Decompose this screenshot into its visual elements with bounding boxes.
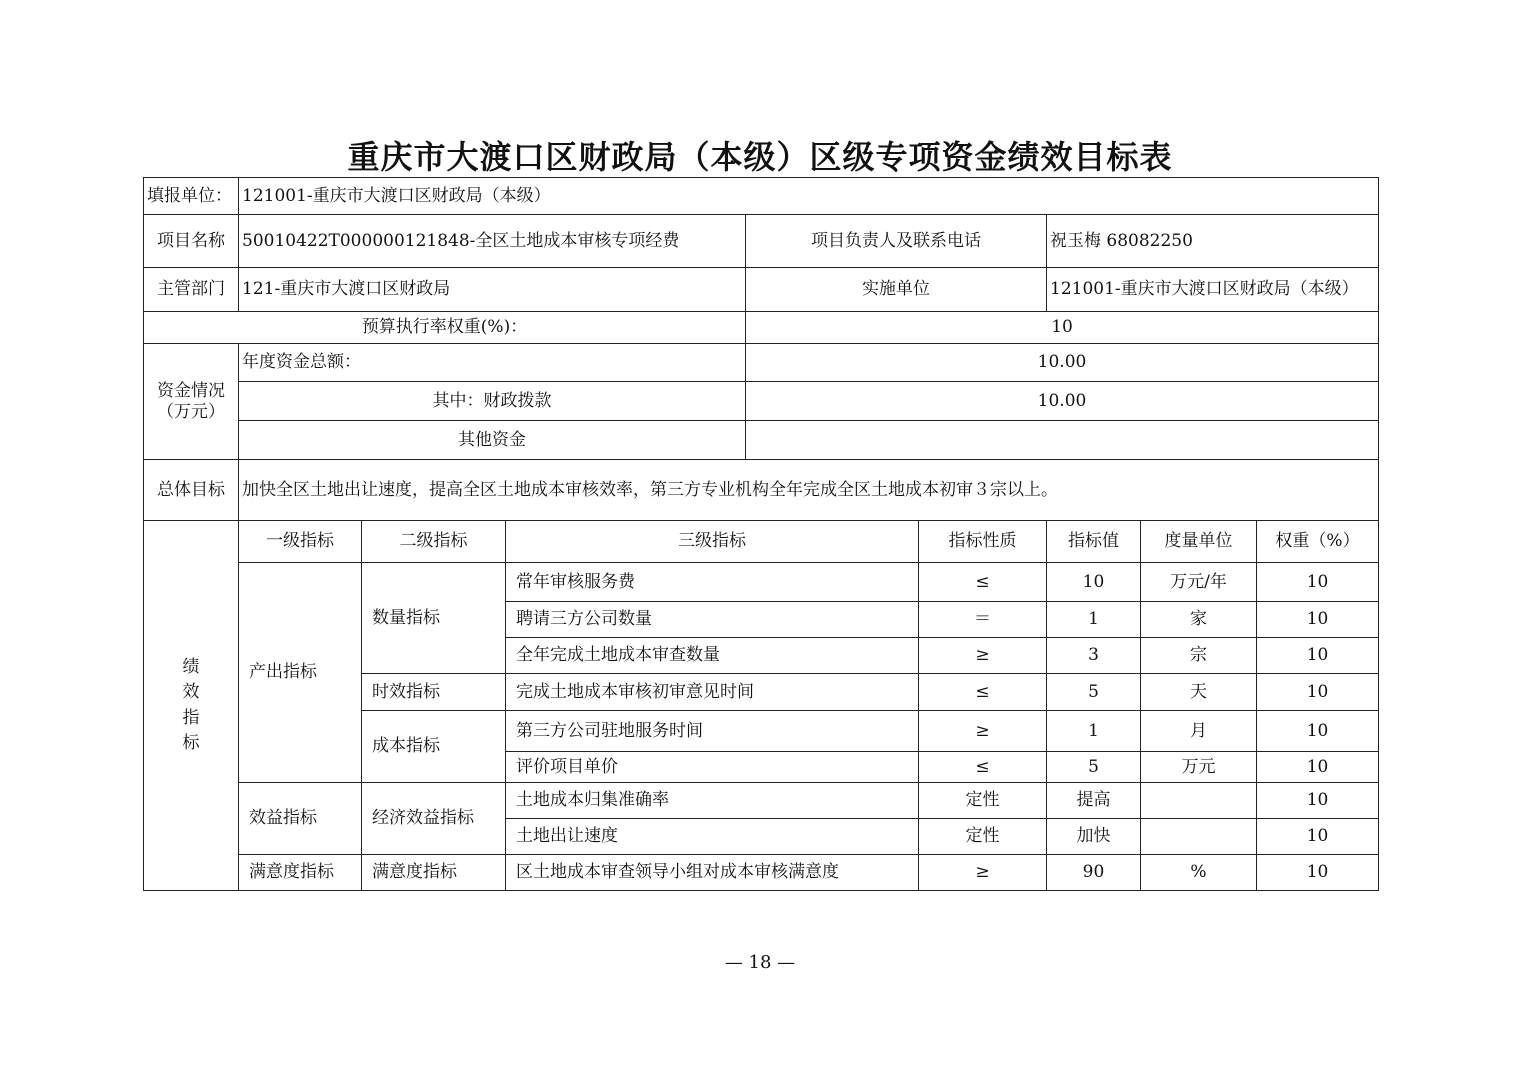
table-row xyxy=(144,783,1379,819)
funds-total-value: 10.00 xyxy=(746,344,1379,382)
row-nature: 定性 xyxy=(919,783,1047,819)
page-title: 重庆市大渡口区财政局（本级）区级专项资金绩效目标表 xyxy=(347,138,1173,176)
level2-economic: 经济效益指标 xyxy=(362,783,506,855)
row-unit: 宗 xyxy=(1141,638,1257,674)
row-nature: ≤ xyxy=(919,674,1047,711)
level1-output: 产出指标 xyxy=(239,563,362,783)
row-weight: 10 xyxy=(1257,674,1379,711)
row-name: 评价项目单价 xyxy=(506,752,919,783)
filler-value: 121001-重庆市大渡口区财政局（本级） xyxy=(239,178,1379,215)
weight-value: 10 xyxy=(746,312,1379,344)
row-unit: 家 xyxy=(1141,602,1257,638)
row-value: 加快 xyxy=(1047,819,1141,855)
contact-value: 祝玉梅 68082250 xyxy=(1047,215,1379,268)
row-unit: 万元/年 xyxy=(1141,563,1257,602)
row-unit xyxy=(1141,819,1257,855)
row-unit: 天 xyxy=(1141,674,1257,711)
row-weight: 10 xyxy=(1257,638,1379,674)
row-weight: 10 xyxy=(1257,602,1379,638)
header-level1: 一级指标 xyxy=(239,521,362,563)
row-name: 土地出让速度 xyxy=(506,819,919,855)
dept-value: 121-重庆市大渡口区财政局 xyxy=(239,268,746,312)
impl-label: 实施单位 xyxy=(746,268,1047,312)
row-nature: 定性 xyxy=(919,819,1047,855)
funds-fiscal-label: 其中：财政拨款 xyxy=(239,382,746,421)
performance-target-table xyxy=(143,177,1379,891)
header-unit: 度量单位 xyxy=(1141,521,1257,563)
row-weight: 10 xyxy=(1257,855,1379,891)
row-value: 5 xyxy=(1047,674,1141,711)
weight-label: 预算执行率权重(%)： xyxy=(144,312,746,344)
row-nature: ≥ xyxy=(919,638,1047,674)
filler-label: 填报单位： xyxy=(144,178,239,215)
row-weight: 10 xyxy=(1257,711,1379,752)
row-nature: ＝ xyxy=(919,602,1047,638)
row-name: 区土地成本审查领导小组对成本审核满意度 xyxy=(506,855,919,891)
row-nature: ≥ xyxy=(919,855,1047,891)
row-weight: 10 xyxy=(1257,752,1379,783)
page-number: — 18 — xyxy=(724,952,796,973)
dept-label: 主管部门 xyxy=(144,268,239,312)
row-value: 1 xyxy=(1047,711,1141,752)
level1-benefit: 效益指标 xyxy=(239,783,362,855)
row-weight: 10 xyxy=(1257,563,1379,602)
level2-satisfaction: 满意度指标 xyxy=(362,855,506,891)
project-name-label: 项目名称 xyxy=(144,215,239,268)
row-value: 90 xyxy=(1047,855,1141,891)
level2-cost: 成本指标 xyxy=(362,711,506,783)
row-weight: 10 xyxy=(1257,819,1379,855)
row-unit: 月 xyxy=(1141,711,1257,752)
row-name: 土地成本归集准确率 xyxy=(506,783,919,819)
row-value: 1 xyxy=(1047,602,1141,638)
row-value: 提高 xyxy=(1047,783,1141,819)
row-name: 聘请三方公司数量 xyxy=(506,602,919,638)
level1-satisfaction: 满意度指标 xyxy=(239,855,362,891)
project-name-value: 50010422T000000121848-全区土地成本审核专项经费 xyxy=(239,215,746,268)
table-row xyxy=(144,855,1379,891)
funds-other-label: 其他资金 xyxy=(239,421,746,460)
level2-timeliness: 时效指标 xyxy=(362,674,506,711)
goal-label: 总体目标 xyxy=(144,460,239,521)
row-nature: ≤ xyxy=(919,563,1047,602)
row-name: 完成土地成本审核初审意见时间 xyxy=(506,674,919,711)
row-value: 10 xyxy=(1047,563,1141,602)
goal-text: 加快全区土地出让速度，提高全区土地成本审核效率，第三方专业机构全年完成全区土地成本初审３宗以上。 xyxy=(239,460,1379,521)
funds-fiscal-value: 10.00 xyxy=(746,382,1379,421)
row-name: 常年审核服务费 xyxy=(506,563,919,602)
header-level2: 二级指标 xyxy=(362,521,506,563)
row-value: 3 xyxy=(1047,638,1141,674)
row-unit xyxy=(1141,783,1257,819)
funds-total-label: 年度资金总额： xyxy=(239,344,746,382)
row-unit: % xyxy=(1141,855,1257,891)
funds-label: 资金情况（万元） xyxy=(144,344,239,460)
row-nature: ≥ xyxy=(919,711,1047,752)
row-nature: ≤ xyxy=(919,752,1047,783)
level2-quantity: 数量指标 xyxy=(362,563,506,674)
impl-value: 121001-重庆市大渡口区财政局（本级） xyxy=(1047,268,1379,312)
funds-other-value xyxy=(746,421,1379,460)
contact-label: 项目负责人及联系电话 xyxy=(746,215,1047,268)
row-weight: 10 xyxy=(1257,783,1379,819)
row-name: 全年完成土地成本审查数量 xyxy=(506,638,919,674)
header-nature: 指标性质 xyxy=(919,521,1047,563)
row-unit: 万元 xyxy=(1141,752,1257,783)
table-row xyxy=(144,563,1379,602)
header-level3: 三级指标 xyxy=(506,521,919,563)
header-value: 指标值 xyxy=(1047,521,1141,563)
row-name: 第三方公司驻地服务时间 xyxy=(506,711,919,752)
header-weight: 权重（%） xyxy=(1257,521,1379,563)
indicators-label: 绩效指标 xyxy=(144,521,239,891)
row-value: 5 xyxy=(1047,752,1141,783)
